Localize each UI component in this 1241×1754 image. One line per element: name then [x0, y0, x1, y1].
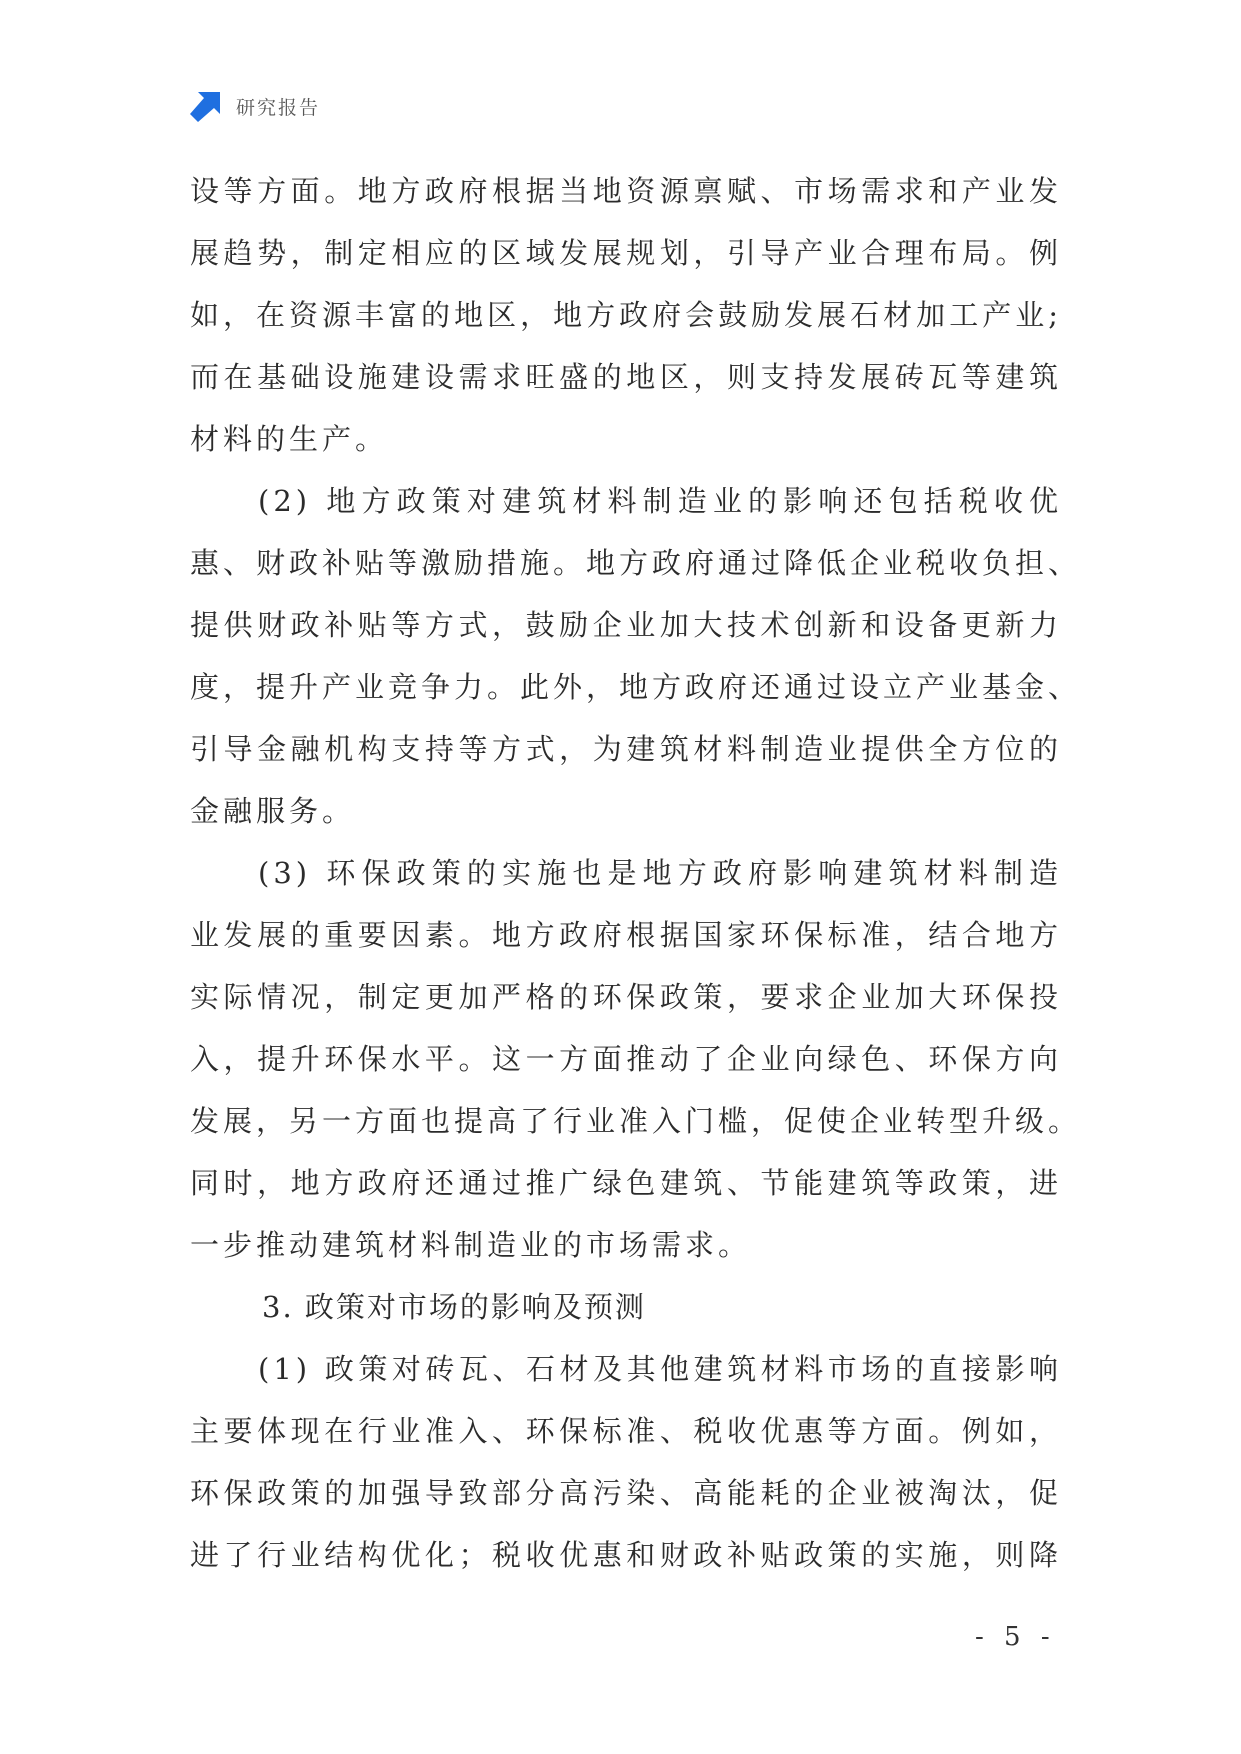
document-body — [190, 160, 1082, 1586]
text-line: 度，提升产业竞争力。此外，地方政府还通过设立产业基金、 — [190, 670, 1082, 704]
text-line: 实际情况，制定更加严格的环保政策，要求企业加大环保投 — [190, 980, 1062, 1014]
text-line: 入，提升环保水平。这一方面推动了企业向绿色、环保方向 — [190, 1042, 1062, 1076]
page-number: - 5 - — [975, 1622, 1056, 1652]
text-line: 提供财政补贴等方式，鼓励企业加大技术创新和设备更新力 — [190, 608, 1062, 642]
text-line: 环保政策的加强导致部分高污染、高能耗的企业被淘汰，促 — [190, 1476, 1062, 1510]
text-line: 同时，地方政府还通过推广绿色建筑、节能建筑等政策，进 — [190, 1166, 1062, 1200]
header-title: 研究报告 — [236, 96, 321, 119]
text-line: 引导金融机构支持等方式，为建筑材料制造业提供全方位的 — [190, 732, 1062, 766]
text-line: 主要体现在行业准入、环保标准、税收优惠等方面。例如， — [190, 1414, 1062, 1448]
text-line: 业发展的重要因素。地方政府根据国家环保标准，结合地方 — [190, 918, 1062, 952]
text-line: 惠、财政补贴等激励措施。地方政府通过降低企业税收负担、 — [190, 546, 1082, 580]
paragraph-3-start: (3) 环保政策的实施也是地方政府影响建筑材料制造 — [258, 856, 1062, 890]
text-line: 材料的生产。 — [190, 422, 389, 456]
text-line: 设等方面。地方政府根据当地资源禀赋、市场需求和产业发 — [190, 174, 1062, 208]
text-line: 发展，另一方面也提高了行业准入门槛，促使企业转型升级。 — [190, 1104, 1082, 1138]
paragraph-2-start: (2) 地方政策对建筑材料制造业的影响还包括税收优 — [258, 484, 1062, 518]
section-heading: 3. 政策对市场的影响及预测 — [262, 1290, 646, 1324]
text-line: 而在基础设施建设需求旺盛的地区，则支持发展砖瓦等建筑 — [190, 360, 1062, 394]
text-line: 一步推动建筑材料制造业的市场需求。 — [190, 1228, 752, 1262]
text-line: 展趋势，制定相应的区域发展规划，引导产业合理布局。例 — [190, 236, 1062, 270]
paragraph-4-start: (1) 政策对砖瓦、石材及其他建筑材料市场的直接影响 — [258, 1352, 1062, 1386]
text-line: 进了行业结构优化；税收优惠和财政补贴政策的实施，则降 — [190, 1538, 1062, 1572]
text-line: 金融服务。 — [190, 794, 356, 828]
text-line: 如，在资源丰富的地区，地方政府会鼓励发展石材加工产业; — [190, 298, 1062, 332]
page-header — [190, 88, 320, 124]
arrow-up-right-icon — [190, 90, 222, 122]
